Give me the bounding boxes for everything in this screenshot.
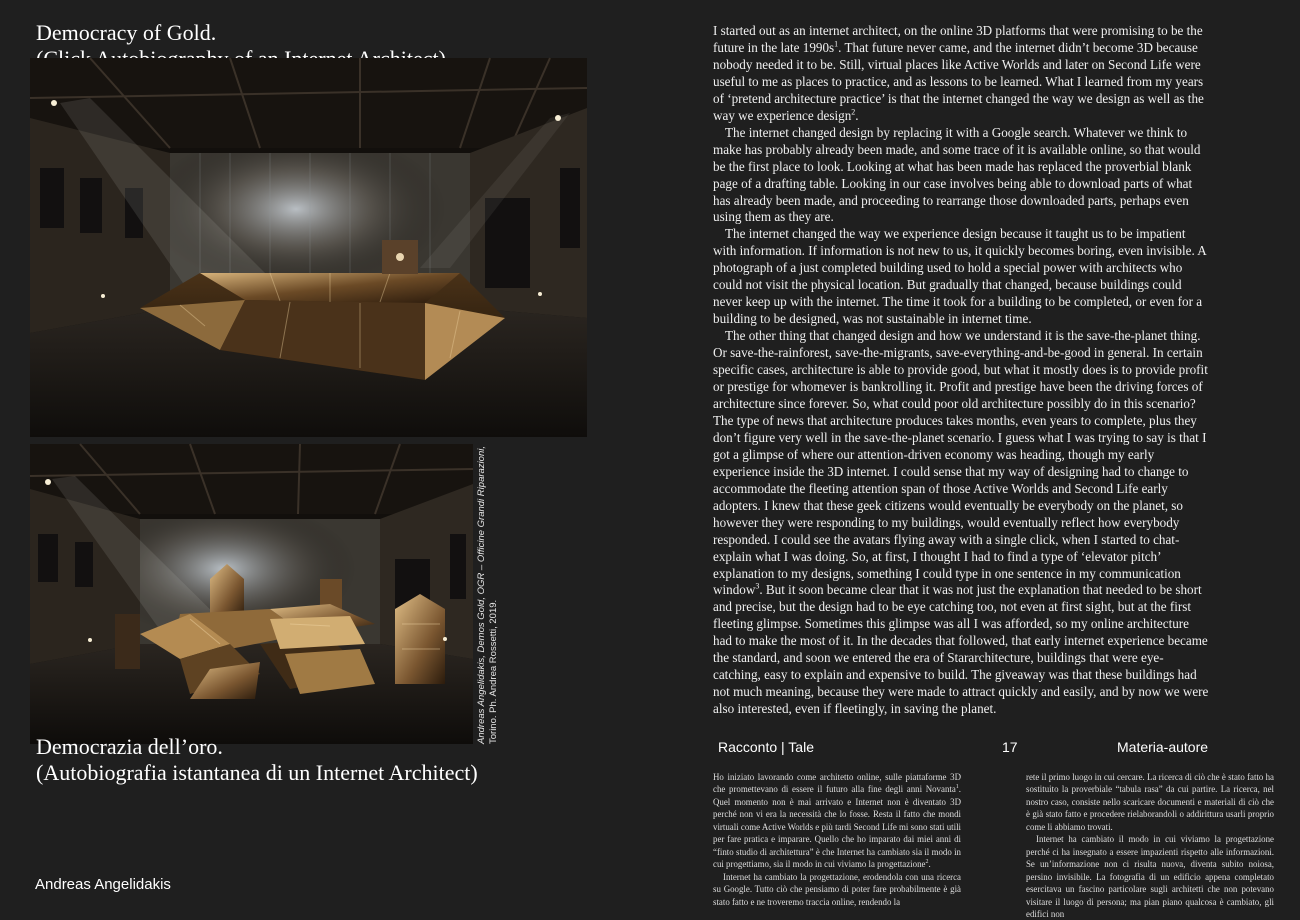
title-italian	[36, 734, 478, 786]
italian-column-1	[713, 771, 961, 907]
essay-paragraph: The internet changed design by replacing it with a Google search. Whatever we think to make has probably already been made, and some trace of it is available online, so that would be the first place to look. Looking at what has been made has replaced the proverbial blank page of a drafting table. Looking in our case involves being able to download parts of what has already been made, and proceeding to rearrange those downloaded parts, perhaps even using them as they are.	[713, 124, 1201, 225]
photo-caption-line1: Andreas Angelidakis, Demos Gold, OGR – Officine Grandi Riparazioni,	[476, 446, 487, 744]
author-name: Andreas Angelidakis	[35, 876, 171, 893]
essay-paragraph: The internet changed the way we experience design because it taught us to be impatient with information. If information is not new to us, it quickly becomes boring, even invisible. A photograph of a just completed building used to hold a special power with architects who could not visit the physical location. But gradually that changed, because buildings could never keep up with the internet. The time it took for a building to be completed, or even for a building to be designed, was not sustainable in internet time.	[713, 226, 1207, 327]
section-label: Racconto | Tale	[718, 739, 814, 755]
title-italian-line2: (Autobiografia istantanea di un Internet Architect)	[36, 760, 478, 785]
hall-with-golden-houses-image	[30, 444, 473, 744]
essay-english	[713, 23, 1211, 718]
installation-photo-bottom	[30, 444, 473, 744]
installation-photo-top	[30, 58, 587, 437]
page-number: 17	[1002, 739, 1018, 755]
title-english-line1: Democracy of Gold.	[36, 20, 217, 45]
italian-column-2	[1026, 771, 1274, 919]
italian-paragraph: Internet ha cambiato il modo in cui viviamo la progettazione perché ci ha insegnato a essere impazienti rispetto alle informazioni. Se un’informazione non ci risulta nuova, diventa subito noiosa, persino invisibile. La fotografia di un edificio appena completato esercitava un fascino particolare sugli architetti che non potevano visitare il luogo di persona; ma pian piano qualcosa è cambiato, gli edifici non	[1026, 834, 1274, 919]
essay-paragraph: The other thing that changed design and how we understand it is the save-the-planet thing. Or save-the-rainforest, save-the-migrants, save-everything-and-be-good in general. In certain specific cases, architecture is able to provide good, but what it mostly does is to provide profit or prestige for whomever is bankrolling it. Profit and prestige have been the driving forces of architecture since forever. So, what could poor old architecture possibly do in this scenario? The type of news that architecture produces takes months, even years to complete, plus they don’t figure very well in the save-the-planet scenario. I guess what I was trying to say is that I got a glimpse of where our attention-driven economy was heading, though my early experience inside the 3D internet. I could sense that my way of designing had to change to accommodate the fleeting attention span of those Active Worlds and Second Life early adopters. I knew that these geek citizens would eventually be everybody on the planet, so however they were responding to my buildings, would eventually reflect how everybody responded. I could see the avatars flying away with a single click, when I started to chat-explain what I was doing. So, at first, I thought I had to find a type of ‘elevator pitch’ explanation to my designs, something I could type in one sentence in my communication window$^3$. But it soon became clear that it was not just the explanation that needed to be short and precise, but the design had to be eye catching too, not even at first sight, but at the first fleeting glimpse. Sometimes this glimpse was all I was afforded, so my online architecture had to make the most of it. In the decades that followed, that early internet experience became the standard, and soon we entered the era of Stararchitecture, buildings that were eye-catching, easy to explain and expensive to build. The giveaway was that these buildings had not much meaning, because they were made to attract quickly and easily, and by now we were also interested, even if fleetingly, in saving the planet.	[713, 328, 1209, 717]
hall-with-golden-platform-image	[30, 58, 587, 437]
photo-caption	[476, 444, 506, 744]
italian-paragraph: rete il primo luogo in cui cercare. La ricerca di ciò che è stato fatto ha sostituito la proverbiale “tabula rasa” da cui partire. La ricerca, nel nostro caso, consiste nello scaricare documenti e materiali di ciò che è già stato fatto e procedere rielaborandoli o addirittura usarli proprio come li abbiamo trovati.	[1026, 772, 1274, 832]
italian-paragraph: Internet ha cambiato la progettazione, erodendola con una ricerca su Google. Tutto ciò che pensiamo di poter fare probabilmente è già stato fatto e ne troveremo traccia online, rendendo la	[713, 871, 961, 907]
essay-paragraph: I started out as an internet architect, on the online 3D platforms that were promising to be the future in the late $1990s^1$. That future never came, and the internet didn’t become 3D because nobody needed it to be. Still, virtual places like Active Worlds and later on Second Life were useful to me as places to practice, and as lessons to be learned. What I learned from my years of ‘pretend architecture practice’ is that the internet changed the way we design as well as the way we experience design$^2$.	[713, 23, 1204, 123]
italian-paragraph: Ho iniziato lavorando come architetto online, sulle piattaforme 3D che promettevano di essere il futuro alla fine degli anni Novanta$^1$. Quel momento non è mai arrivato e Internet non è diventato 3D perché non vi era la necessità che lo fosse. Resta il fatto che mondi virtuali come Active Worlds e più tardi Second Life mi sono stati utili per fare pratica e imparare. Quello che ho imparato dai miei anni di “finto studio di architettura” è che Internet ha cambiato sia il modo in cui progettiamo, sia il modo in cui viviamo la progettazione$^2$.	[713, 772, 961, 870]
series-label: Materia-autore	[1117, 739, 1209, 755]
title-italian-line1: Democrazia dell’oro.	[36, 734, 223, 759]
photo-caption-line2: Torino. Ph. Andrea Rossetti, 2019.	[488, 599, 499, 744]
